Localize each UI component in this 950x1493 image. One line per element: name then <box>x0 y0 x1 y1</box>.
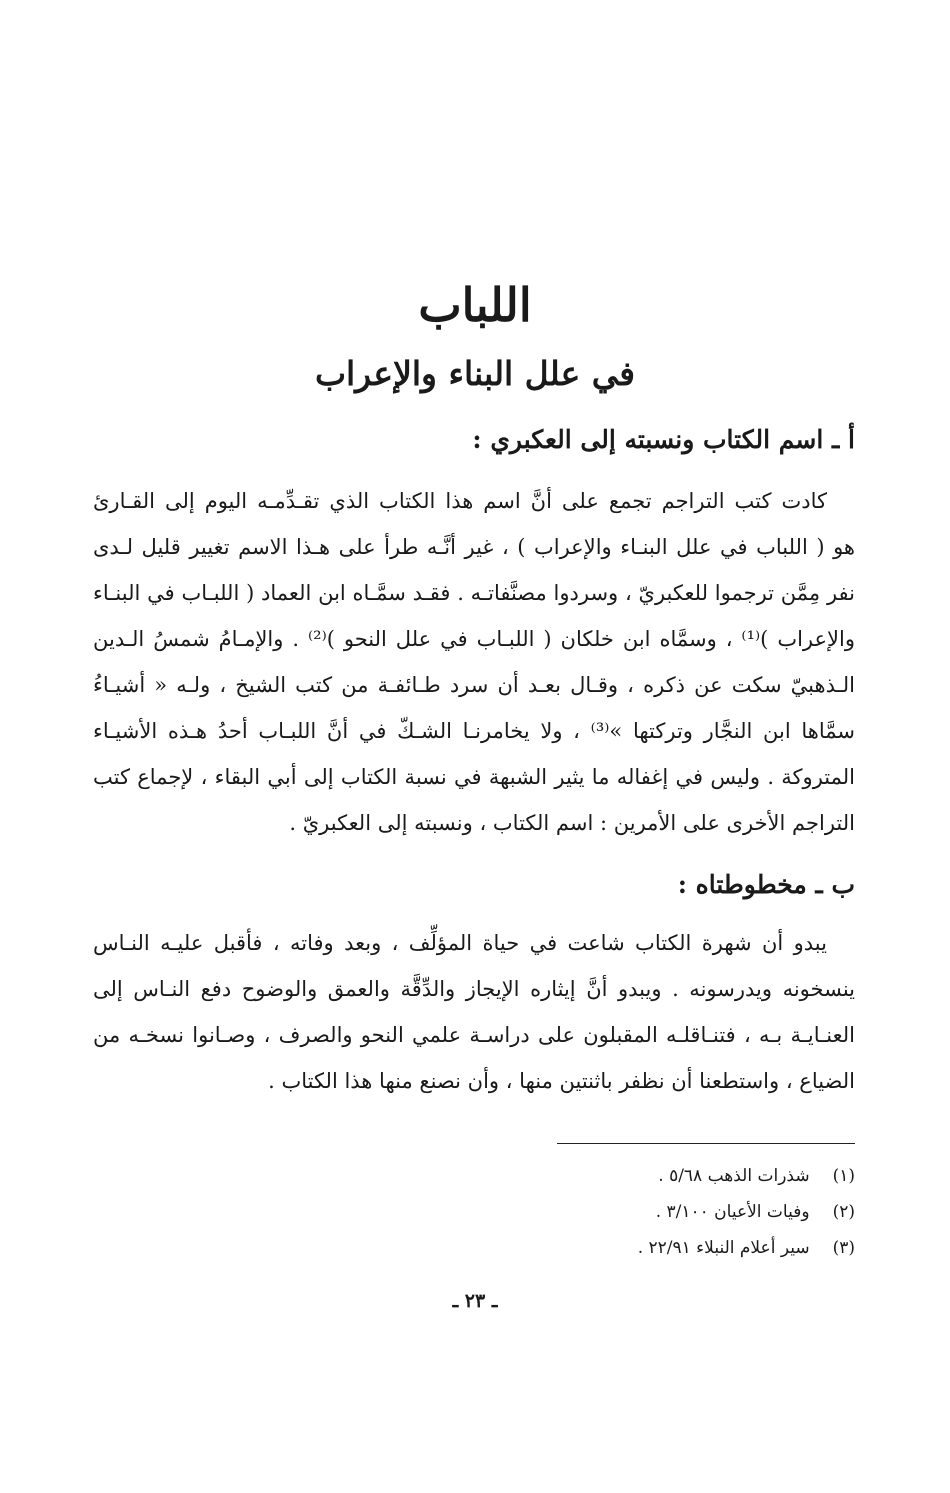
paragraph-line: التراجم الأخرى على الأمرين : اسم الكتاب ، ونسبته إلى العكبريّ . <box>289 811 855 835</box>
footnote-item <box>355 1194 855 1230</box>
footnotes-list <box>355 1158 855 1266</box>
footnote-number: (٣) <box>832 1238 855 1258</box>
footnote-text: سير أعلام النبلاء ٢٢/٩١ . <box>637 1238 810 1258</box>
footnote-divider <box>557 1143 855 1144</box>
footnote-number: (٢) <box>832 1202 855 1222</box>
paragraph-line: يبدو أن شهرة الكتاب شاعت في حياة المؤلِّف ، وبعد وفاته ، فأقبل عليـه النـاس <box>93 931 827 955</box>
section-b-paragraph <box>93 920 855 1104</box>
paragraph-line: سمَّاها ابن النجَّار وتركتها »⁽³⁾ ، ولا يخامرنـا الشـكّ في أنَّ اللبـاب أحدُ هـذه الأشيـاء <box>93 719 855 743</box>
footnote-text: شذرات الذهب ٥/٦٨ . <box>658 1166 810 1186</box>
paragraph-line: كادت كتب التراجم تجمع على أنَّ اسم هذا الكتاب الذي تقـدِّمـه اليوم إلى القـارئ <box>93 489 827 513</box>
footnote-item <box>355 1158 855 1194</box>
paragraph-line: الضياع ، واستطعنا أن نظفر باثنتين منها ، وأن نصنع منها هذا الكتاب . <box>268 1069 855 1093</box>
book-title: اللباب <box>418 278 532 332</box>
section-b-heading: ب ـ مخطوطتاه : <box>677 870 855 899</box>
paragraph-line: هو ( اللباب في علل البنـاء والإعراب ) ، غير أنَّـه طرأ على هـذا الاسم تغيير قليل لـدى <box>93 535 855 559</box>
paragraph-line: نفر مِمَّن ترجموا للعكبريّ ، وسردوا مصنَّفاتـه . فقـد سمَّـاه ابن العماد ( اللبـاب في البنـاء <box>93 581 855 605</box>
paragraph-line: العنـايـة بـه ، فتنـاقلـه المقبلون على دراسـة علمي النحو والصرف ، وصـانوا نسخـه من <box>93 1023 855 1047</box>
book-subtitle: في علل البناء والإعراب <box>314 354 636 393</box>
section-a-heading: أ ـ اسم الكتاب ونسبته إلى العكبري : <box>472 425 855 454</box>
paragraph-line: المتروكة . وليس في إغفاله ما يثير الشبهة في نسبة الكتاب إلى أبي البقاء ، لإجماع كتب <box>93 765 855 789</box>
paragraph-line: ينسخونه ويدرسونه . ويبدو أنَّ إيثاره الإيجاز والدِّقَّة والعمق والوضوح دفع النـاس إلى <box>93 977 855 1001</box>
footnote-number: (١) <box>832 1166 855 1186</box>
paragraph-line: الـذهبيّ سكت عن ذكره ، وقـال بعـد أن سرد طـائفـة من كتب الشيخ ، ولـه « أشيـاءُ <box>93 673 855 697</box>
paragraph-line: والإعراب )⁽¹⁾ ، وسمَّاه ابن خلكان ( اللبـاب في علل النحو )⁽²⁾ . والإمـامُ شمسُ الـدين <box>93 627 855 651</box>
section-a-paragraph <box>93 478 855 846</box>
page-number: ـ ٢٣ ـ <box>452 1290 498 1312</box>
footnote-text: وفيات الأعيان ٣/١٠٠ . <box>655 1202 810 1222</box>
footnote-item <box>355 1230 855 1266</box>
